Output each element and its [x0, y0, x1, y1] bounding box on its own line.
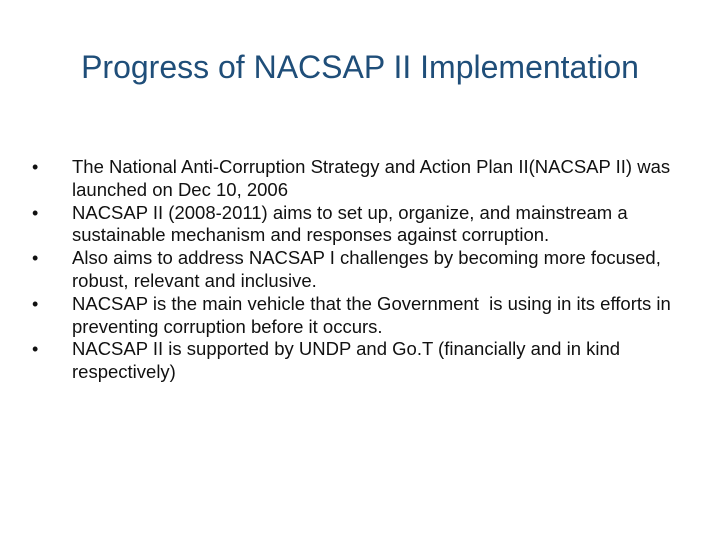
bullet-dot-icon: • [32, 339, 39, 360]
bullet-dot-icon: • [32, 293, 39, 314]
bullet-item [30, 293, 695, 339]
bullet-text: NACSAP is the main vehicle that the Government is using in its efforts in preventing corruption before it occurs. [72, 292, 676, 337]
bullet-text: The National Anti-Corruption Strategy and Action Plan II(NACSAP II) was launched on Dec 10, 2006 [72, 156, 671, 200]
bullet-dot-icon: • [32, 248, 39, 269]
bullet-item [30, 156, 695, 202]
bullet-text: Also aims to address NACSAP I challenges by becoming more focused, robust, relevant and inclusive. [72, 247, 661, 291]
bullet-text: NACSAP II is supported by UNDP and Go.T (financially and in kind respectively) [72, 338, 621, 383]
bullet-item [30, 338, 695, 384]
bullet-dot-icon: • [32, 202, 39, 223]
bullet-dot-icon: • [32, 157, 39, 177]
bullet-item [30, 202, 695, 248]
bullet-list [30, 156, 695, 384]
slide-title: Progress of NACSAP II Implementation [81, 49, 639, 85]
bullet-item [30, 247, 695, 293]
bullet-text: NACSAP II (2008-2011) aims to set up, organize, and mainstream a sustainable mechanism and responses against corruption. [72, 201, 628, 246]
